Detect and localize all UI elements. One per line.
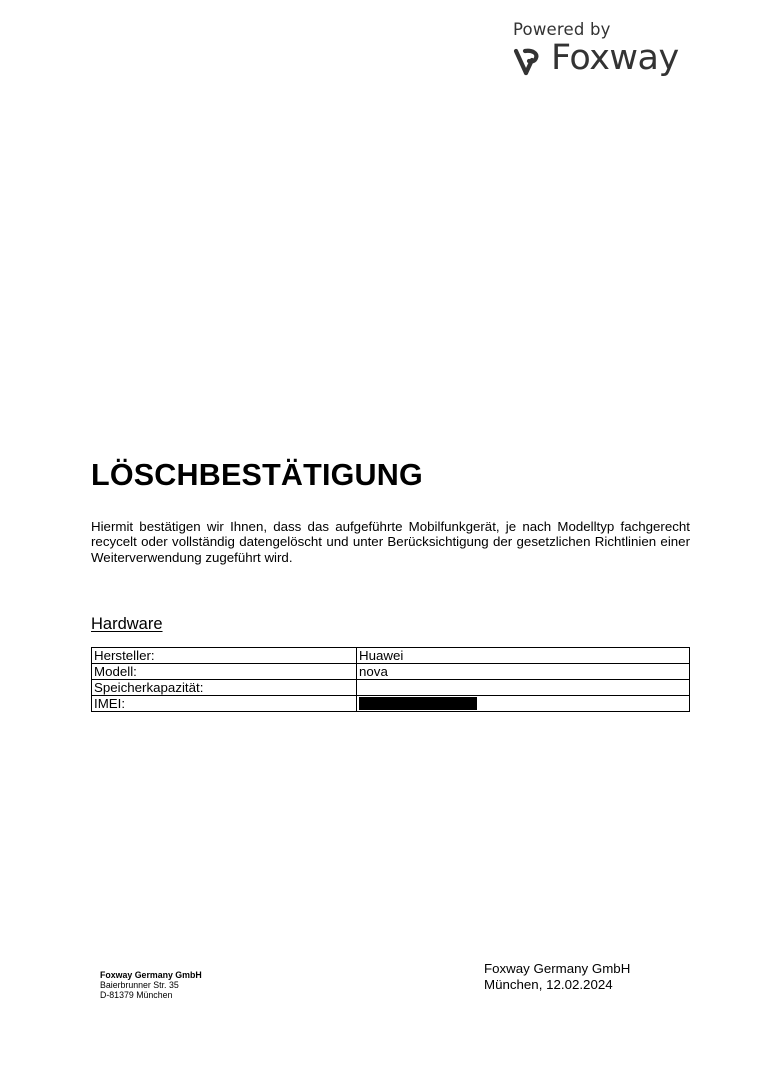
hardware-heading: Hardware bbox=[91, 615, 163, 633]
signature-place-date: München, 12.02.2024 bbox=[484, 976, 613, 992]
foxway-logo bbox=[512, 20, 702, 86]
imei-label: IMEI: bbox=[92, 696, 357, 712]
storage-capacity-value bbox=[357, 680, 690, 696]
address-street: Baierbrunner Str. 35 bbox=[100, 980, 179, 991]
company-address bbox=[100, 970, 202, 1001]
table-row bbox=[92, 680, 690, 696]
signature-block bbox=[484, 961, 630, 992]
table-row bbox=[92, 648, 690, 664]
powered-by-text: Powered by bbox=[513, 20, 611, 39]
address-city: D-81379 München bbox=[100, 990, 173, 1001]
storage-capacity-label: Speicherkapazität: bbox=[92, 680, 357, 696]
imei-redaction-bar bbox=[359, 697, 477, 710]
imei-value bbox=[357, 696, 690, 712]
brand-name: Foxway bbox=[551, 38, 679, 78]
address-company: Foxway Germany GmbH bbox=[100, 970, 202, 980]
table-row bbox=[92, 696, 690, 712]
intro-paragraph: Hiermit bestätigen wir Ihnen, dass das aufgeführte Mobilfunkgerät, je nach Modelltyp fachgerecht recycelt oder vollständig datengelöscht und unter Berücksichtigung der gesetzlichen Richtlinien einer Weiterverwendung zugeführt wird. bbox=[91, 519, 690, 565]
manufacturer-value: Huawei bbox=[357, 648, 690, 664]
manufacturer-label: Hersteller: bbox=[92, 648, 357, 664]
document-title: LÖSCHBESTÄTIGUNG bbox=[91, 458, 423, 492]
table-row bbox=[92, 664, 690, 680]
foxway-logo-mark-icon bbox=[512, 47, 542, 77]
signature-company: Foxway Germany GmbH bbox=[484, 961, 631, 976]
hardware-table bbox=[91, 647, 690, 712]
model-label: Modell: bbox=[92, 664, 357, 680]
model-value: nova bbox=[357, 664, 690, 680]
